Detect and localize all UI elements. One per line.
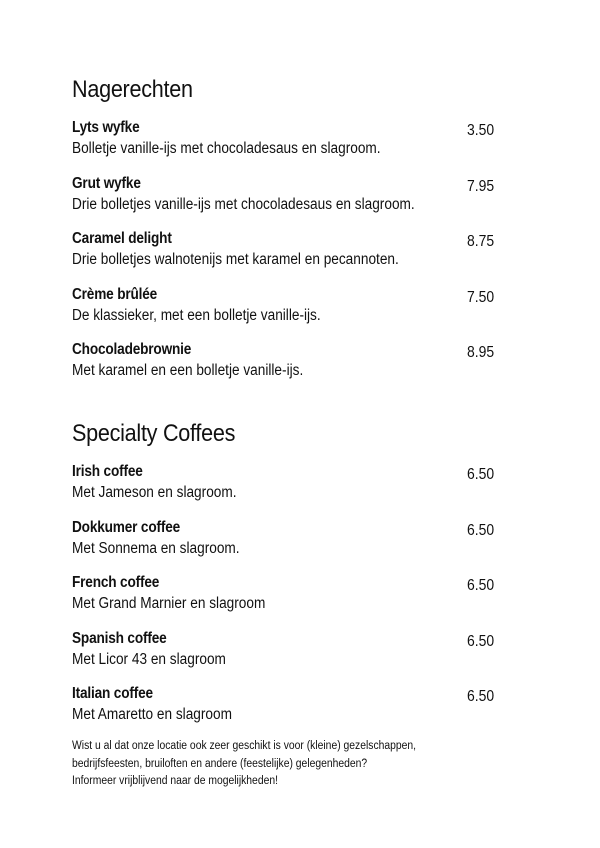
- menu-item: [72, 684, 502, 740]
- item-name: French coffee: [72, 574, 160, 591]
- coffees-section: [72, 420, 502, 740]
- item-name: Crème brûlée: [72, 285, 158, 303]
- menu-item: [72, 174, 502, 230]
- item-name: Spanish coffee: [72, 629, 167, 647]
- item-price: 6.50: [466, 577, 494, 594]
- item-description: Drie bolletjes vanille-ijs met chocoladesaus en slagroom.: [72, 195, 415, 213]
- item-name: Chocoladebrownie: [72, 341, 192, 358]
- footer-line: Wist u al dat onze locatie ook zeer geschikt is voor (kleine) gezelschappen,: [72, 740, 417, 752]
- item-name: Lyts wyfke: [72, 119, 140, 136]
- item-description: Bolletje vanille-ijs met chocoladesaus en slagroom.: [72, 140, 381, 157]
- item-price: 7.95: [466, 177, 494, 195]
- menu-item: [72, 629, 502, 685]
- item-name: Grut wyfke: [72, 174, 141, 192]
- menu-item: [72, 118, 502, 174]
- desserts-title: Nagerechten: [72, 76, 193, 103]
- item-price: 8.75: [466, 233, 494, 250]
- item-description: Met Grand Marnier en slagroom: [72, 595, 266, 612]
- item-price: 8.95: [466, 344, 494, 361]
- desserts-section: [72, 76, 502, 396]
- item-price: 6.50: [466, 521, 494, 539]
- menu-item: [72, 340, 502, 396]
- footer-note: [72, 738, 532, 791]
- item-price: 6.50: [466, 466, 494, 483]
- footer-line: bedrijfsfeesten, bruiloften en andere (feestelijke) gelegenheden?: [72, 757, 368, 770]
- item-description: Drie bolletjes walnotenijs met karamel en pecannoten.: [72, 251, 399, 268]
- item-description: Met Jameson en slagroom.: [72, 484, 237, 501]
- item-name: Italian coffee: [72, 685, 153, 702]
- item-name: Irish coffee: [72, 463, 143, 480]
- item-price: 6.50: [466, 632, 494, 650]
- menu-item: [72, 229, 502, 285]
- footer-line: Informeer vrijblijvend naar de mogelijkheden!: [72, 775, 278, 787]
- item-description: Met Sonnema en slagroom.: [72, 539, 240, 557]
- item-description: Met Licor 43 en slagroom: [72, 650, 226, 668]
- coffees-title: Specialty Coffees: [72, 420, 236, 447]
- item-price: 7.50: [466, 288, 494, 306]
- item-name: Caramel delight: [72, 230, 172, 247]
- item-price: 6.50: [466, 688, 494, 705]
- menu-item: [72, 573, 502, 629]
- menu-item: [72, 462, 502, 518]
- desserts-list: [72, 118, 502, 396]
- item-name: Dokkumer coffee: [72, 518, 181, 536]
- item-description: Met karamel en een bolletje vanille-ijs.: [72, 362, 304, 379]
- item-description: De klassieker, met een bolletje vanille-ijs.: [72, 306, 321, 324]
- menu-item: [72, 518, 502, 574]
- coffees-list: [72, 462, 502, 740]
- item-description: Met Amaretto en slagroom: [72, 706, 232, 723]
- menu-item: [72, 285, 502, 341]
- item-price: 3.50: [466, 122, 494, 139]
